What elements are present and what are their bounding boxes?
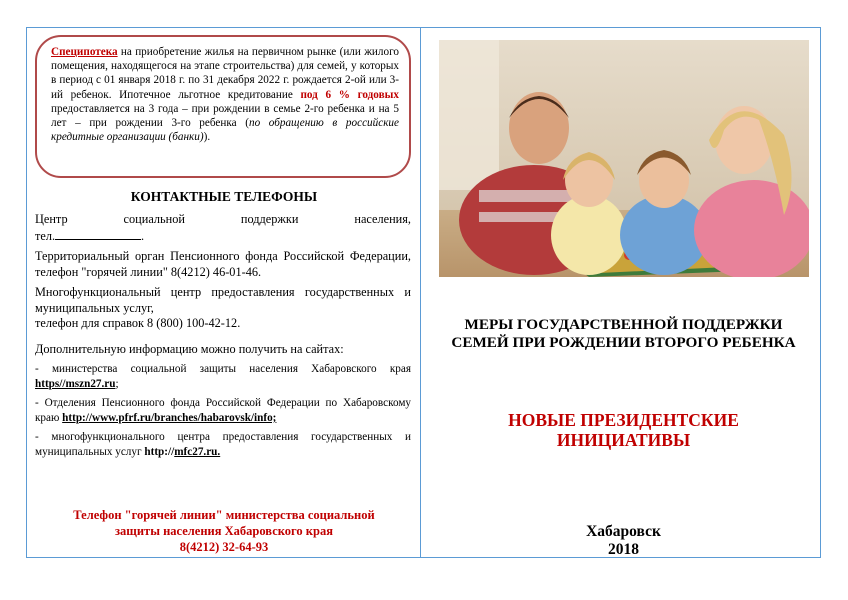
site-description: - многофункционального центра предоставления государственных и муниципальных услуг bbox=[35, 431, 411, 458]
right-panel bbox=[421, 28, 820, 557]
social-center-entry: Центр социальной поддержки населения, тел. . bbox=[35, 212, 411, 243]
social-center-word: социальной bbox=[123, 212, 185, 226]
site-entry-mfc bbox=[35, 430, 411, 459]
city-year bbox=[441, 523, 806, 559]
mortgage-text: на приобретение жилья на первичном рынке (или жилого помещения, находящегося на этапе строительства) для семей, у которых в период с 01 января 2018 г. по 31 декабря 2022 г. рождается 2-ой или 3-ий ребенок. Ипотечное льготное кредитование bbox=[51, 46, 399, 101]
site-description: - министерства социальной защиты населения Хабаровского края bbox=[35, 363, 411, 375]
site-entry-mszn: - министерства социальной защиты населения Хабаровского края https//mszn27.ru; bbox=[35, 363, 411, 390]
hotline-phone: 8(4212) 32-64-93 bbox=[179, 540, 269, 554]
city-name: Хабаровск bbox=[586, 523, 661, 540]
mortgage-closing: ). bbox=[203, 131, 211, 144]
pension-fund-entry: Территориальный орган Пенсионного фонда Российской Федерации, телефон "горячей линии" 8(4212) 46-01-46. bbox=[35, 249, 411, 279]
mortgage-term: Специпотека bbox=[51, 46, 118, 58]
more-info-heading: Дополнительную информацию можно получить на сайтах: bbox=[35, 341, 344, 356]
mfc-phone: телефон для справок 8 (800) 100-42-12. bbox=[35, 316, 241, 330]
brochure-title: МЕРЫ ГОСУДАРСТВЕННОЙ ПОДДЕРЖКИ СЕМЕЙ ПРИ РОЖДЕНИИ ВТОРОГО РЕБЕНКА bbox=[451, 316, 796, 351]
site-description: - Отделения Пенсионного фонда Российской Федерации по Хабаровскому краю bbox=[35, 397, 411, 424]
left-panel bbox=[27, 28, 421, 557]
phone-blank-line bbox=[55, 228, 141, 240]
hotline-line1: Телефон "горячей линии" министерства социальной bbox=[73, 508, 375, 522]
site-link-pfrf[interactable]: http://www.pfrf.ru/branches/habarovsk/info; bbox=[62, 411, 277, 424]
social-center-word: поддержки bbox=[240, 212, 299, 226]
hotline-block bbox=[27, 507, 421, 555]
mfc-entry bbox=[35, 285, 411, 332]
contacts-title: КОНТАКТНЫЕ ТЕЛЕФОНЫ bbox=[130, 189, 318, 204]
brochure-page bbox=[26, 27, 821, 558]
brochure-subtitle: НОВЫЕ ПРЕЗИДЕНТСКИЕ ИНИЦИАТИВЫ bbox=[508, 410, 739, 450]
hotline-line2: защиты населения Хабаровского края bbox=[115, 524, 333, 538]
family-photo bbox=[439, 40, 809, 277]
site-entry-pfrf bbox=[35, 396, 411, 425]
publication-year: 2018 bbox=[608, 541, 639, 558]
mortgage-rate: под 6 % годовых bbox=[300, 88, 399, 101]
contacts-list bbox=[35, 212, 411, 465]
mortgage-text-2: предоставляется на 3 года – при рождении в семье 2-го ребенка и на 5 лет – при рождении 3-го ребенка ( bbox=[51, 102, 399, 130]
mortgage-note: по обращению в российские кредитные организации (банки) bbox=[51, 117, 399, 144]
site-link-prefix[interactable]: http:// bbox=[144, 445, 175, 458]
social-center-tel: тел. bbox=[35, 228, 56, 243]
site-link-mszn[interactable]: https//mszn27.ru bbox=[35, 377, 116, 390]
mortgage-info-box bbox=[35, 35, 411, 178]
site-link-mfc[interactable]: mfc27.ru. bbox=[174, 445, 221, 458]
social-center-word: населения, bbox=[354, 212, 411, 226]
social-center-word: Центр bbox=[35, 212, 68, 226]
family-photo-illustration bbox=[439, 40, 809, 277]
mfc-name: Многофункциональный центр предоставления государственных и муниципальных услуг, bbox=[35, 285, 411, 315]
